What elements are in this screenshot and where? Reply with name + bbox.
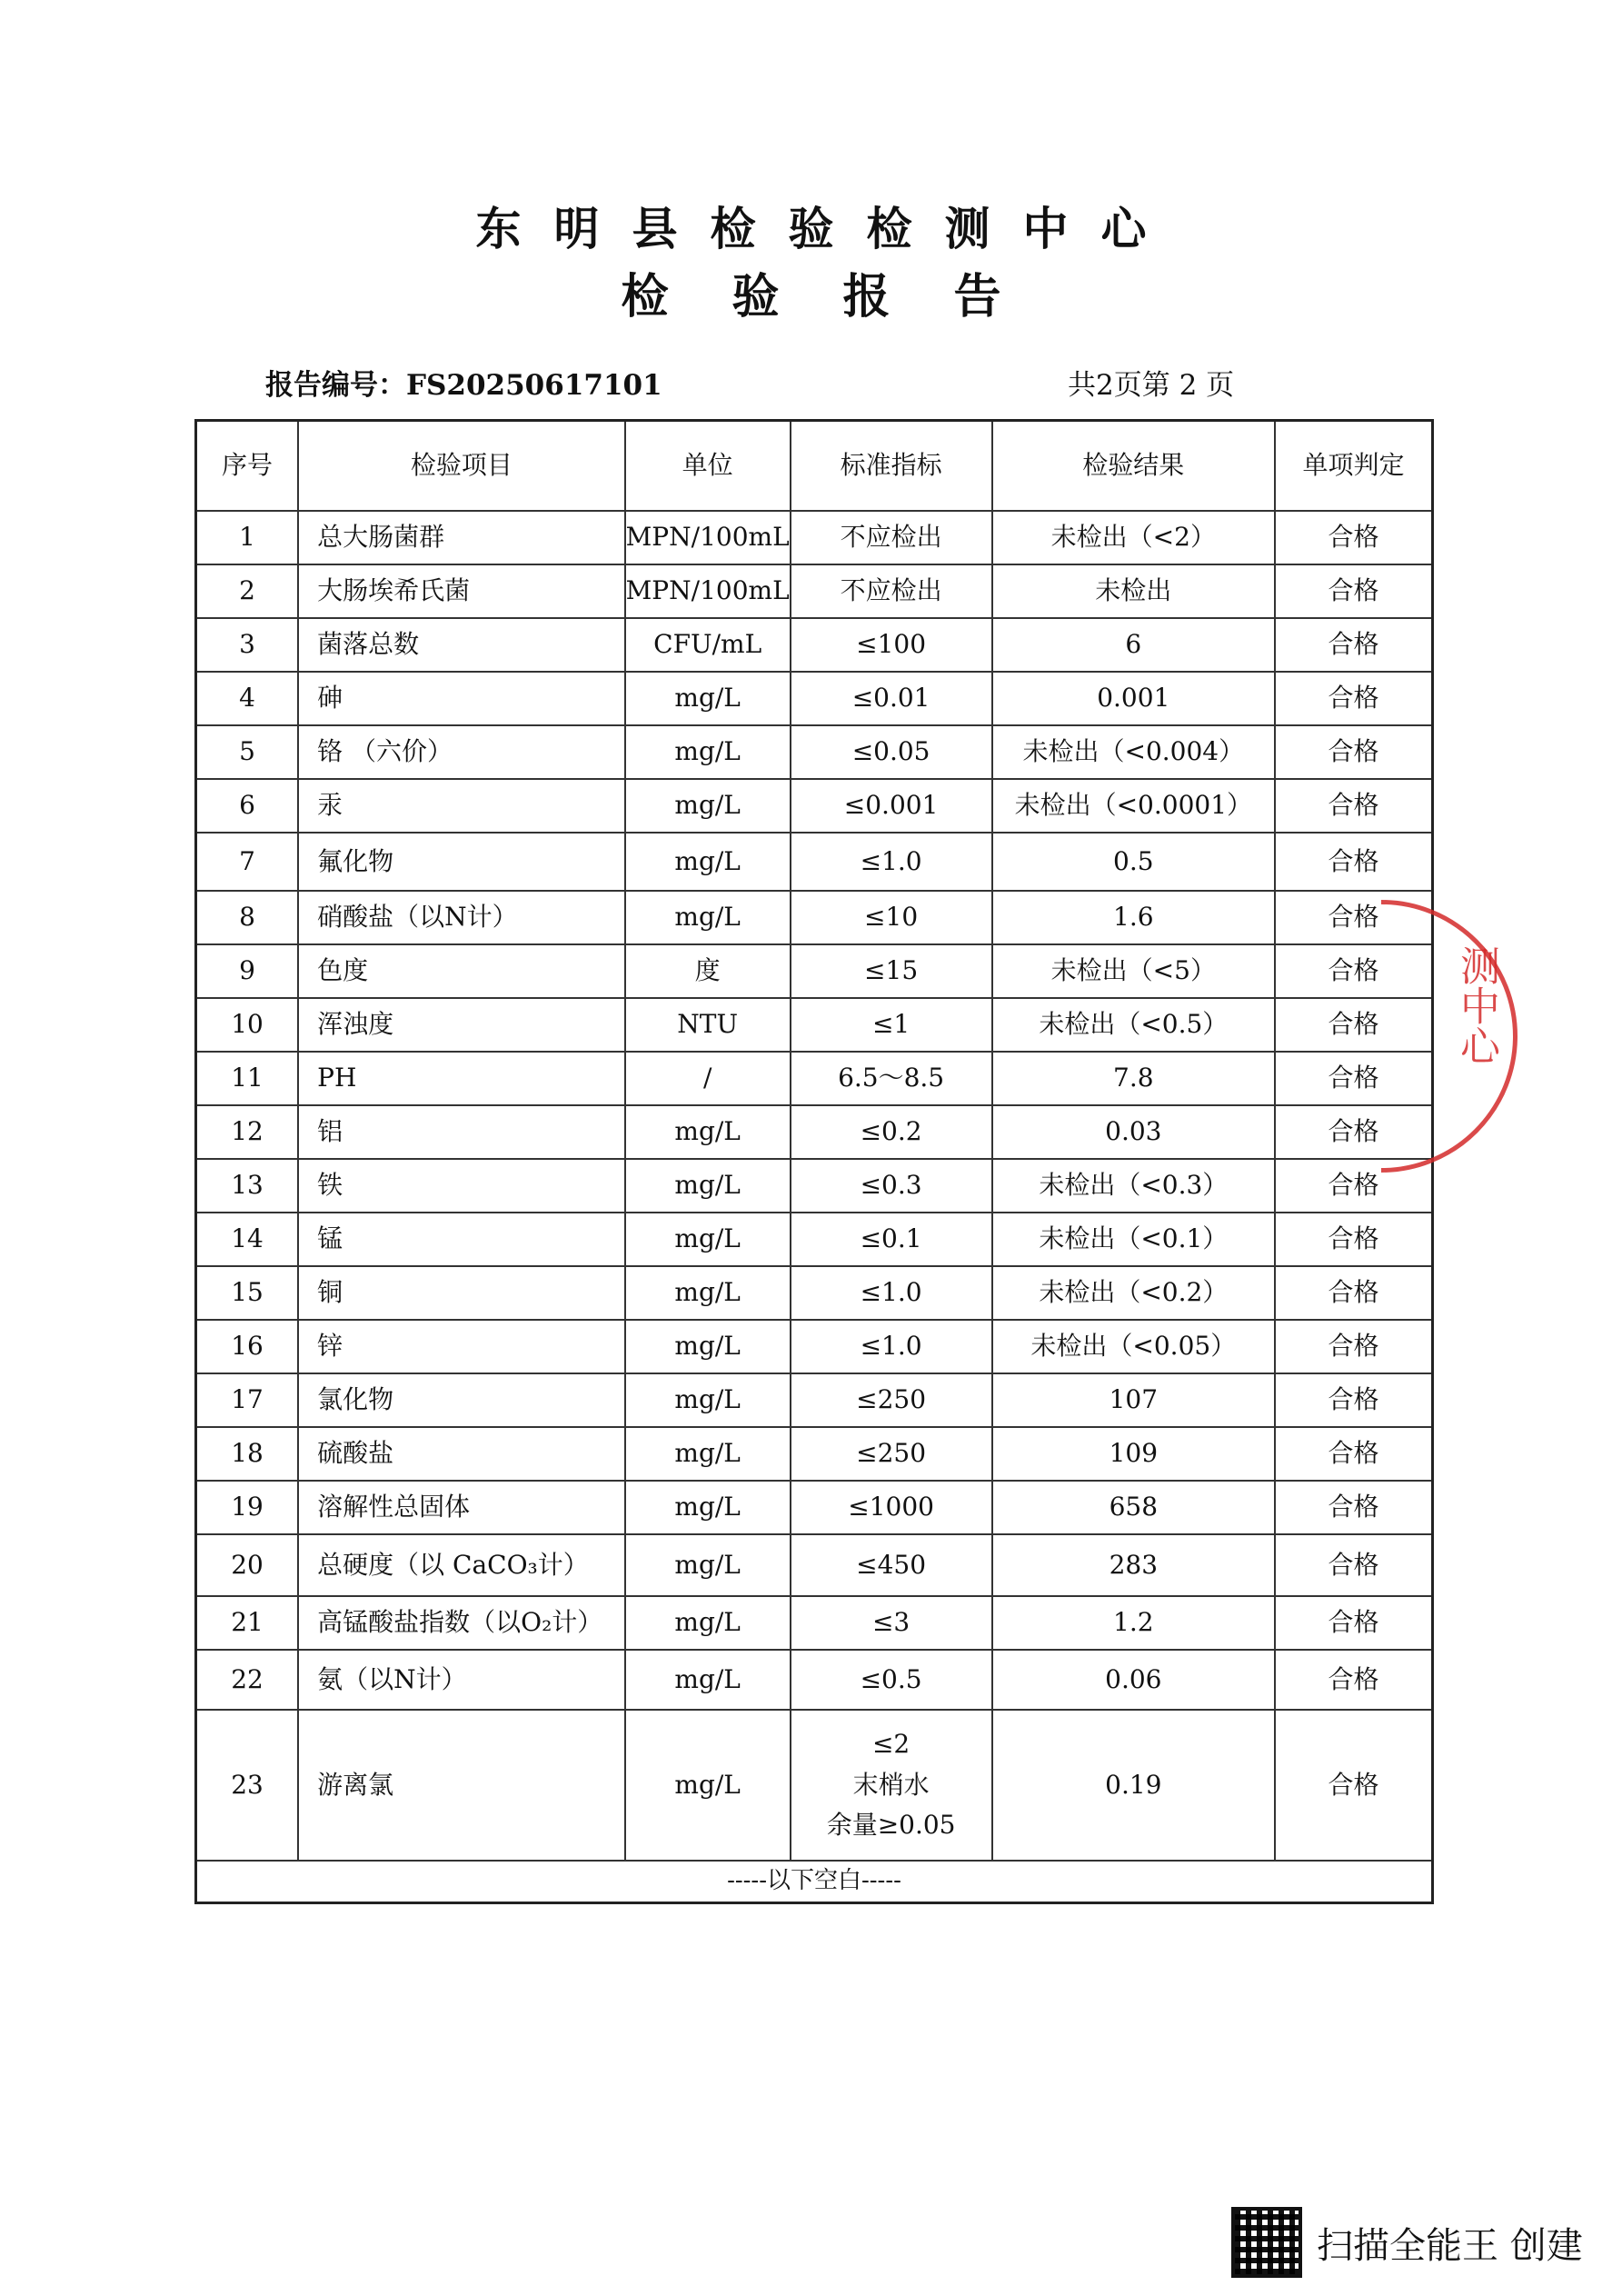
col-header-judgement: 单项判定: [1275, 421, 1432, 512]
seal-text: 测中心: [1453, 945, 1499, 1065]
row-judgement: 合格: [1275, 1159, 1432, 1213]
table-row: [196, 1213, 1433, 1266]
row-number: 4: [196, 672, 299, 725]
row-result: 1.2: [992, 1596, 1276, 1650]
row-item: 总大肠菌群: [298, 511, 625, 564]
row-standard: ≤1.0: [791, 1320, 992, 1373]
official-seal: [1381, 900, 1563, 1191]
row-judgement: 合格: [1275, 564, 1432, 618]
row-standard: ≤1: [791, 998, 992, 1052]
row-number: 10: [196, 998, 299, 1052]
row-result: 未检出（<0.004）: [992, 725, 1276, 779]
row-unit: /: [625, 1052, 791, 1105]
row-unit: CFU/mL: [625, 618, 791, 672]
row-standard: ≤0.01: [791, 672, 992, 725]
table-row: [196, 1320, 1433, 1373]
row-number: 7: [196, 833, 299, 891]
row-result: 未检出: [992, 564, 1276, 618]
row-judgement: 合格: [1275, 725, 1432, 779]
row-result: 未检出（<0.0001）: [992, 779, 1276, 833]
row-unit: 度: [625, 944, 791, 998]
col-header-unit: 单位: [625, 421, 791, 512]
row-item: 游离氯: [298, 1710, 625, 1861]
row-result: 未检出（<0.3）: [992, 1159, 1276, 1213]
row-standard: ≤1.0: [791, 1266, 992, 1320]
row-item: 氨（以N计）: [298, 1650, 625, 1710]
row-judgement: 合格: [1275, 618, 1432, 672]
row-item: 溶解性总固体: [298, 1481, 625, 1534]
table-row: [196, 1710, 1433, 1861]
row-standard: 不应检出: [791, 564, 992, 618]
row-judgement: 合格: [1275, 1266, 1432, 1320]
report-number: [265, 362, 662, 403]
row-unit: mg/L: [625, 1596, 791, 1650]
row-unit: mg/L: [625, 725, 791, 779]
row-standard: ≤15: [791, 944, 992, 998]
report-title: 检验报告: [621, 270, 1065, 324]
col-header-item: 检验项目: [298, 421, 625, 512]
row-standard: ≤100: [791, 618, 992, 672]
col-header-no: 序号: [196, 421, 299, 512]
row-unit: mg/L: [625, 1534, 791, 1596]
footer-row: [196, 1861, 1433, 1903]
row-standard: ≤250: [791, 1373, 992, 1427]
table-row: [196, 564, 1433, 618]
row-item: 氟化物: [298, 833, 625, 891]
table-row: [196, 779, 1433, 833]
row-standard: 6.5～8.5: [791, 1052, 992, 1105]
row-judgement: 合格: [1275, 1052, 1432, 1105]
row-standard: ≤0.5: [791, 1650, 992, 1710]
row-result: 0.5: [992, 833, 1276, 891]
row-result: 未检出（<0.5）: [992, 998, 1276, 1052]
row-item: 砷: [298, 672, 625, 725]
row-result: 107: [992, 1373, 1276, 1427]
row-judgement: 合格: [1275, 1373, 1432, 1427]
report-number-value: FS20250617101: [406, 369, 662, 402]
row-judgement: 合格: [1275, 1481, 1432, 1534]
row-item: 汞: [298, 779, 625, 833]
row-item: 高锰酸盐指数（以O₂计）: [298, 1596, 625, 1650]
row-unit: mg/L: [625, 833, 791, 891]
row-number: 17: [196, 1373, 299, 1427]
row-unit: MPN/100mL: [625, 511, 791, 564]
row-standard: ≤10: [791, 891, 992, 944]
row-number: 13: [196, 1159, 299, 1213]
table-row: [196, 1105, 1433, 1159]
row-unit: mg/L: [625, 1427, 791, 1481]
row-item: 锰: [298, 1213, 625, 1266]
row-judgement: 合格: [1275, 511, 1432, 564]
row-standard: ≤3: [791, 1596, 992, 1650]
row-judgement: 合格: [1275, 998, 1432, 1052]
row-standard: 不应检出: [791, 511, 992, 564]
row-number: 1: [196, 511, 299, 564]
row-number: 16: [196, 1320, 299, 1373]
row-result: 未检出（<0.1）: [992, 1213, 1276, 1266]
table-row: [196, 998, 1433, 1052]
col-header-result: 检验结果: [992, 421, 1276, 512]
row-number: 14: [196, 1213, 299, 1266]
row-number: 8: [196, 891, 299, 944]
table-row: [196, 1052, 1433, 1105]
row-result: 未检出（<0.2）: [992, 1266, 1276, 1320]
table-row: [196, 618, 1433, 672]
row-standard: ≤1000: [791, 1481, 992, 1534]
row-number: 19: [196, 1481, 299, 1534]
blank-note: -----以下空白-----: [196, 1861, 1433, 1903]
table-row: [196, 1373, 1433, 1427]
row-item: 菌落总数: [298, 618, 625, 672]
row-standard: ≤250: [791, 1427, 992, 1481]
row-result: 0.03: [992, 1105, 1276, 1159]
standard-line: ≤2: [871, 1728, 911, 1759]
row-number: 20: [196, 1534, 299, 1596]
row-result: 0.001: [992, 672, 1276, 725]
row-number: 23: [196, 1710, 299, 1861]
row-item: 锌: [298, 1320, 625, 1373]
row-item: 总硬度（以 CaCO₃计）: [298, 1534, 625, 1596]
row-number: 12: [196, 1105, 299, 1159]
row-unit: mg/L: [625, 1481, 791, 1534]
standard-line: 末梢水: [852, 1769, 930, 1800]
row-standard: ≤0.1: [791, 1213, 992, 1266]
standard-line: 余量≥0.05: [826, 1810, 956, 1841]
report-number-label: 报告编号：: [265, 369, 406, 402]
table-row: [196, 1159, 1433, 1213]
qr-code-icon: [1231, 2207, 1302, 2278]
table-row: [196, 1266, 1433, 1320]
row-number: 21: [196, 1596, 299, 1650]
row-standard: ≤1.0: [791, 833, 992, 891]
table-row: [196, 1481, 1433, 1534]
table-row: [196, 944, 1433, 998]
row-judgement: 合格: [1275, 1710, 1432, 1861]
row-unit: mg/L: [625, 779, 791, 833]
row-standard: ≤0.05: [791, 725, 992, 779]
table-row: [196, 833, 1433, 891]
row-result: 109: [992, 1427, 1276, 1481]
row-result: 1.6: [992, 891, 1276, 944]
row-unit: mg/L: [625, 1213, 791, 1266]
row-result: 6: [992, 618, 1276, 672]
watermark-text: 扫描全能王 创建: [1317, 2224, 1583, 2267]
row-number: 15: [196, 1266, 299, 1320]
row-number: 18: [196, 1427, 299, 1481]
col-header-standard: 标准指标: [791, 421, 992, 512]
row-standard: ≤0.3: [791, 1159, 992, 1213]
row-standard: ≤0.001: [791, 779, 992, 833]
row-result: 283: [992, 1534, 1276, 1596]
row-item: 硝酸盐（以N计）: [298, 891, 625, 944]
row-result: 658: [992, 1481, 1276, 1534]
row-standard: ≤0.2: [791, 1105, 992, 1159]
scanner-watermark: [1231, 2207, 1583, 2278]
table-row: [196, 1427, 1433, 1481]
row-result: 未检出（<5）: [992, 944, 1276, 998]
table-row: [196, 672, 1433, 725]
row-unit: mg/L: [625, 1650, 791, 1710]
table-row: [196, 1534, 1433, 1596]
row-unit: mg/L: [625, 1710, 791, 1861]
row-judgement: 合格: [1275, 1213, 1432, 1266]
table-row: [196, 891, 1433, 944]
row-number: 9: [196, 944, 299, 998]
row-judgement: 合格: [1275, 1534, 1432, 1596]
row-number: 2: [196, 564, 299, 618]
row-judgement: 合格: [1275, 891, 1432, 944]
row-result: 0.19: [992, 1710, 1276, 1861]
row-judgement: 合格: [1275, 1105, 1432, 1159]
row-unit: mg/L: [625, 1320, 791, 1373]
row-item: 铬 （六价）: [298, 725, 625, 779]
row-judgement: 合格: [1275, 1596, 1432, 1650]
row-standard: [791, 1710, 992, 1861]
row-number: 6: [196, 779, 299, 833]
row-item: 硫酸盐: [298, 1427, 625, 1481]
row-result: 未检出（<2）: [992, 511, 1276, 564]
row-item: 铝: [298, 1105, 625, 1159]
row-judgement: 合格: [1275, 944, 1432, 998]
row-judgement: 合格: [1275, 779, 1432, 833]
row-result: 未检出（<0.05）: [992, 1320, 1276, 1373]
row-item: 铜: [298, 1266, 625, 1320]
table-row: [196, 511, 1433, 564]
results-table: [194, 419, 1434, 1904]
row-number: 22: [196, 1650, 299, 1710]
row-number: 5: [196, 725, 299, 779]
table-row: [196, 1650, 1433, 1710]
row-judgement: 合格: [1275, 1320, 1432, 1373]
row-unit: NTU: [625, 998, 791, 1052]
row-unit: mg/L: [625, 1105, 791, 1159]
row-item: 浑浊度: [298, 998, 625, 1052]
row-unit: mg/L: [625, 1266, 791, 1320]
row-result: 7.8: [992, 1052, 1276, 1105]
table-row: [196, 1596, 1433, 1650]
table-header-row: [196, 421, 1433, 512]
row-standard: ≤450: [791, 1534, 992, 1596]
table-row: [196, 725, 1433, 779]
row-item: 铁: [298, 1159, 625, 1213]
row-number: 11: [196, 1052, 299, 1105]
row-number: 3: [196, 618, 299, 672]
center-title: 东明县检验检测中心: [475, 203, 1179, 255]
row-unit: mg/L: [625, 672, 791, 725]
row-judgement: 合格: [1275, 672, 1432, 725]
row-item: PH: [298, 1052, 625, 1105]
row-unit: mg/L: [625, 891, 791, 944]
row-unit: mg/L: [625, 1159, 791, 1213]
row-item: 大肠埃希氏菌: [298, 564, 625, 618]
row-judgement: 合格: [1275, 1650, 1432, 1710]
row-unit: mg/L: [625, 1373, 791, 1427]
page-info: 共2页第 2 页: [1068, 369, 1235, 402]
row-item: 色度: [298, 944, 625, 998]
row-item: 氯化物: [298, 1373, 625, 1427]
row-judgement: 合格: [1275, 1427, 1432, 1481]
row-result: 0.06: [992, 1650, 1276, 1710]
row-judgement: 合格: [1275, 833, 1432, 891]
row-unit: MPN/100mL: [625, 564, 791, 618]
